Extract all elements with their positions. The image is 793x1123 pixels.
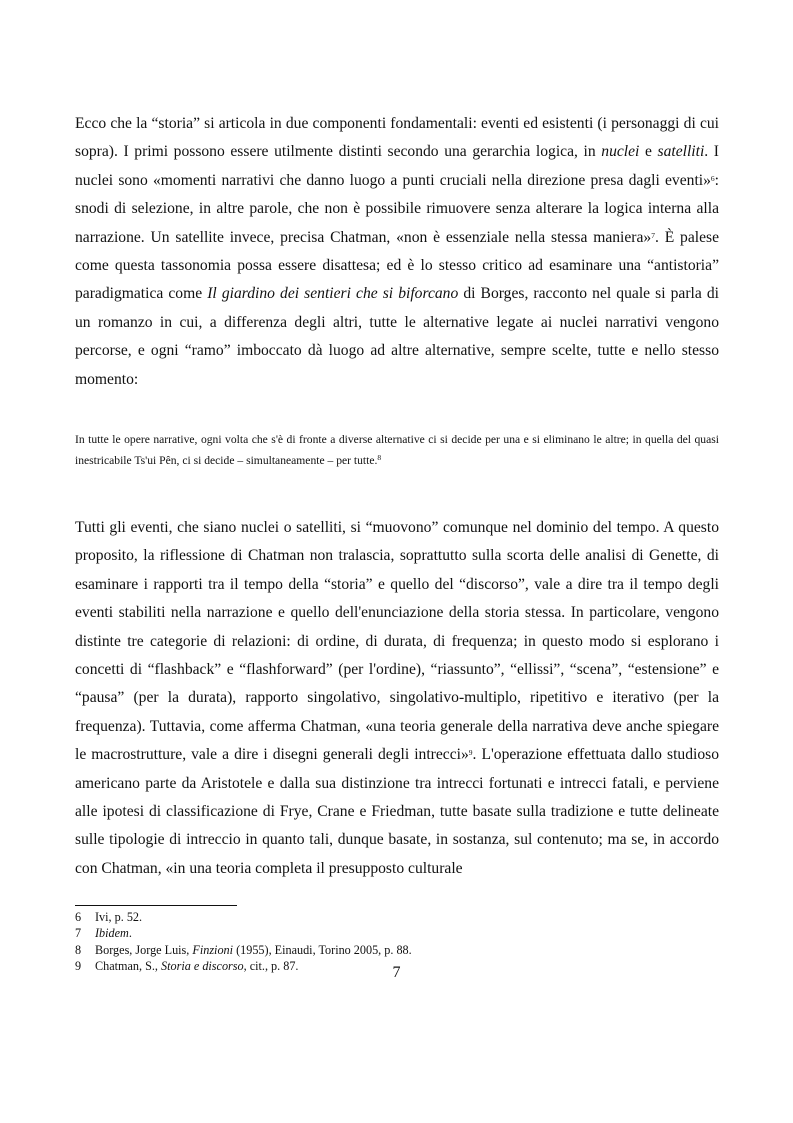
text-run: . I nuclei sono «momenti narrativi che danno luogo a punti cruciali nella direzione presa dagli eventi» <box>75 143 719 189</box>
footnote-italic: Ibidem <box>95 926 129 941</box>
footnote-text: , cit., p. 87. <box>243 959 299 974</box>
footnote-8 <box>75 942 412 958</box>
footnote-italic: Storia e discorso <box>161 959 244 974</box>
footnote-text: Borges, Jorge Luis, <box>95 942 193 957</box>
footnote-number: 6 <box>75 910 82 924</box>
text-run: e <box>639 143 658 161</box>
footnote-ref-6[interactable]: 6 <box>710 173 715 183</box>
footnote-text: . <box>128 926 132 941</box>
text-run: : snodi di selezione, in altre parole, che non è possibile rimuovere senza alterare la logica interna alla narrazione. Un satellite invece, precisa Chatman, «non è essenziale nella stessa maniera» <box>75 171 719 246</box>
footnote-ref-9[interactable]: 9 <box>468 748 473 758</box>
footnote-7 <box>75 925 412 941</box>
footnote-text: Ivi, p. 52. <box>95 910 143 924</box>
block-quote <box>75 430 719 471</box>
footnote-text: (1955), Einaudi, Torino 2005, p. 88. <box>233 942 412 957</box>
italic-term-nuclei: nuclei <box>601 143 640 161</box>
footnote-ref-7[interactable]: 7 <box>651 230 655 240</box>
text-run: . È palese come questa tassonomia possa essere disattesa; ed è lo stesso critico ad esaminare una “antistoria” paradigmatica come <box>75 228 719 303</box>
paragraph-1 <box>75 110 719 394</box>
text-run: . L'operazione effettuata dallo studioso americano parte da Aristotele e dalla sua distinzione tra intrecci fortunati e intrecci fatali, e perviene alle ipotesi di classificazione di Frye, Crane e Friedman, tutte basate sulla tradizione e tutte delineate sulle tipologie di intreccio in quanto tali, dunque basate, in sostanza, sul contenuto; ma se, in accordo con Chatman, «in una teoria completa il presupposto culturale <box>75 746 719 877</box>
footnote-number: 7 <box>75 926 82 941</box>
footnote-number: 9 <box>75 959 82 974</box>
paragraph-2 <box>75 514 719 883</box>
text-run: Tutti gli eventi, che siano nuclei o satelliti, si “muovono” comunque nel dominio del tempo. A questo proposito, la riflessione di Chatman non tralascia, soprattutto sulla scorta delle analisi di Genette, di esaminare i rapporti tra il tempo della “storia” e quello del “discorso”, vale a dire tra il tempo degli eventi stabiliti nella narrazione e quello dell'enunciazione della storia stessa. In particolare, vengono distinte tre categorie di relazioni: di ordine, di durata, di frequenza; in questo modo si esplorano i concetti di “flashback” e “flashforward” (per l'ordine), “riassunto”, “ellissi”, “scena”, “estensione” e “pausa” (per la durata), rapporto singolativo, singolativo-multiplo, ripetitivo e iterativo (per la frequenza). Tuttavia, come afferma Chatman, «una teoria generale della narrativa deve anche spiegare le macrostrutture, vale a dire i disegni generali degli intrecci» <box>75 519 719 764</box>
italic-term-satelliti: satelliti <box>657 143 705 161</box>
italic-book-title: Il giardino dei sentieri che si biforcano <box>207 285 459 303</box>
footnote-number: 8 <box>75 942 82 957</box>
footnote-text: Chatman, S., <box>95 959 162 974</box>
footnote-6 <box>75 909 412 925</box>
footnote-italic: Finzioni <box>192 942 234 957</box>
page-number: 7 <box>392 964 401 981</box>
quote-text: In tutte le opere narrative, ogni volta che s'è di fronte a diverse alternative ci si decide per una e si eliminano le altre; in quella del quasi inestricabile Ts'ui Pên, ci si decide – simultaneamente – per tutte. <box>75 433 719 467</box>
footnote-ref-8[interactable]: 8 <box>377 452 382 462</box>
text-run: Ecco che la “storia” si articola in due componenti fondamentali: eventi ed esistenti (i personaggi di cui sopra). I primi possono essere utilmente distinti secondo una gerarchia logica, in <box>75 115 719 161</box>
footnote-separator <box>75 905 237 906</box>
text-run: di Borges, racconto nel quale si parla di un romanzo in cui, a differenza degli altri, tutte le alternative legate ai nuclei narrativi vengono percorse, e ogni “ramo” imboccato dà luogo ad altre alternative, sempre scelte, tutte e nello stesso momento: <box>75 285 719 388</box>
